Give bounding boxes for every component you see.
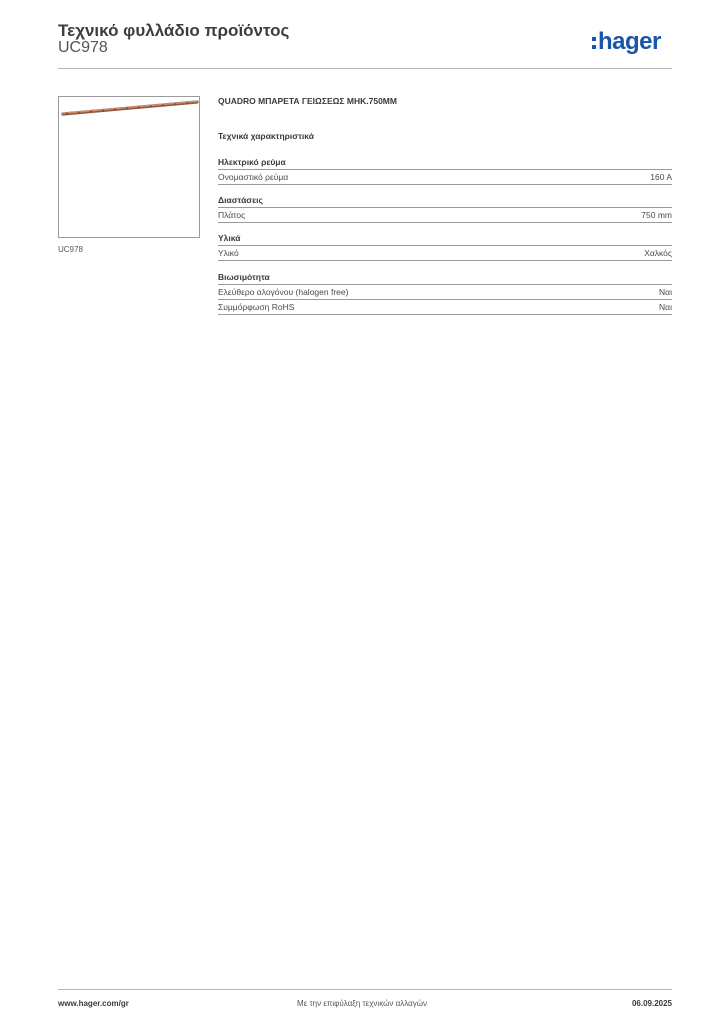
header-title: Τεχνικό φυλλάδιο προϊόντος <box>58 21 290 40</box>
header-product-code: UC978 <box>58 39 108 56</box>
footer-date: 06.09.2025 <box>631 999 672 1008</box>
spec-label: Υλικό <box>218 248 239 258</box>
spec-label: Πλάτος <box>218 210 246 220</box>
spec-value: Χαλκός <box>644 248 672 258</box>
logo-text: hager <box>598 28 661 55</box>
spec-value: 160 A <box>650 172 672 182</box>
spec-value: Ναι <box>659 287 672 297</box>
spec-value: 750 mm <box>641 210 672 220</box>
image-caption: UC978 <box>58 245 83 254</box>
section-title: Ηλεκτρικό ρεύμα <box>218 157 672 170</box>
hager-logo <box>592 27 661 57</box>
busbar-illustration <box>59 97 201 239</box>
section-sustainability <box>218 272 672 315</box>
footer-divider <box>58 989 672 990</box>
section-dimensions <box>218 195 672 223</box>
technical-characteristics-heading: Τεχνικά χαρακτηριστικά <box>218 131 314 141</box>
footer-disclaimer: Με την επιφύλαξη τεχνικών αλλαγών <box>297 999 427 1008</box>
spec-row <box>218 170 672 185</box>
spec-value: Ναι <box>659 302 672 312</box>
spec-label: Ονομαστικό ρεύμα <box>218 172 289 182</box>
product-title: QUADRO ΜΠΑΡΕΤΑ ΓΕΙΩΣΕΩΣ ΜΗΚ.750MM <box>218 96 397 106</box>
spec-row <box>218 285 672 300</box>
footer-website-link[interactable]: www.hager.com/gr <box>58 999 129 1008</box>
spec-label: Συμμόρφωση RoHS <box>218 302 295 312</box>
section-electric-current <box>218 157 672 185</box>
section-title: Υλικά <box>218 233 672 246</box>
section-materials <box>218 233 672 261</box>
spec-row <box>218 208 672 223</box>
spec-label: Ελεύθερο αλογόνου (halogen free) <box>218 287 349 297</box>
header-divider <box>58 68 672 69</box>
logo-dots-icon <box>592 37 596 49</box>
spec-row <box>218 246 672 261</box>
section-title: Διαστάσεις <box>218 195 672 208</box>
section-title: Βιωσιμότητα <box>218 272 672 285</box>
spec-row <box>218 300 672 315</box>
product-image <box>58 96 200 238</box>
